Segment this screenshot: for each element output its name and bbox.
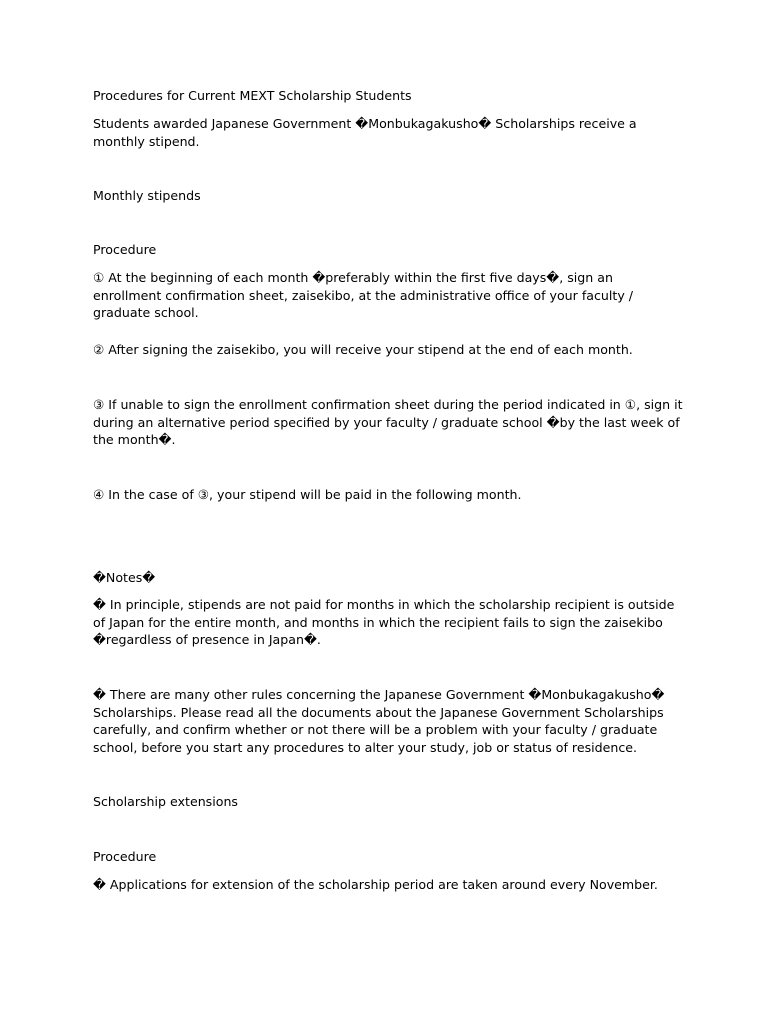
- monthly-stipends-heading: Monthly stipends: [93, 188, 201, 203]
- note-item-2: � There are many other rules concerning the Japanese Government �Monbukagakusho� Scholarships. Please read all the documents about the Japanese Government Scholarships carefully, and confirm whether or not there will be a problem with your faculty / graduate school, before you start any procedures to alter your study, job or status of residence.: [93, 687, 665, 755]
- procedure-step-4: ④ In the case of ③, your stipend will be paid in the following month.: [93, 487, 522, 502]
- extension-procedure-heading: Procedure: [93, 849, 157, 864]
- procedure-step-2: ② After signing the zaisekibo, you will receive your stipend at the end of each month.: [93, 342, 633, 357]
- extension-note: � Applications for extension of the scholarship period are taken around every November.: [93, 877, 658, 892]
- note-item-1: � In principle, stipends are not paid for months in which the scholarship recipient is outside of Japan for the entire month, and months in which the recipient fails to sign the zaisekibo �regardless of presence in Japan�.: [93, 597, 675, 648]
- scholarship-extensions-heading: Scholarship extensions: [93, 794, 238, 809]
- notes-heading: �Notes�: [93, 570, 156, 585]
- intro-paragraph: Students awarded Japanese Government �Monbukagakusho� Scholarships receive a monthly stipend.: [93, 116, 637, 149]
- procedure-step-1: ① At the beginning of each month �preferably within the first five days�, sign an enrollment confirmation sheet, zaisekibo, at the administrative office of your faculty / graduate school.: [93, 270, 634, 321]
- document-title: Procedures for Current MEXT Scholarship Students: [93, 88, 412, 103]
- procedure-step-3: ③ If unable to sign the enrollment confirmation sheet during the period indicated in ①, sign it during an alternative period specified by your faculty / graduate school �by the last week of the month�.: [93, 397, 683, 448]
- procedure-heading: Procedure: [93, 242, 157, 257]
